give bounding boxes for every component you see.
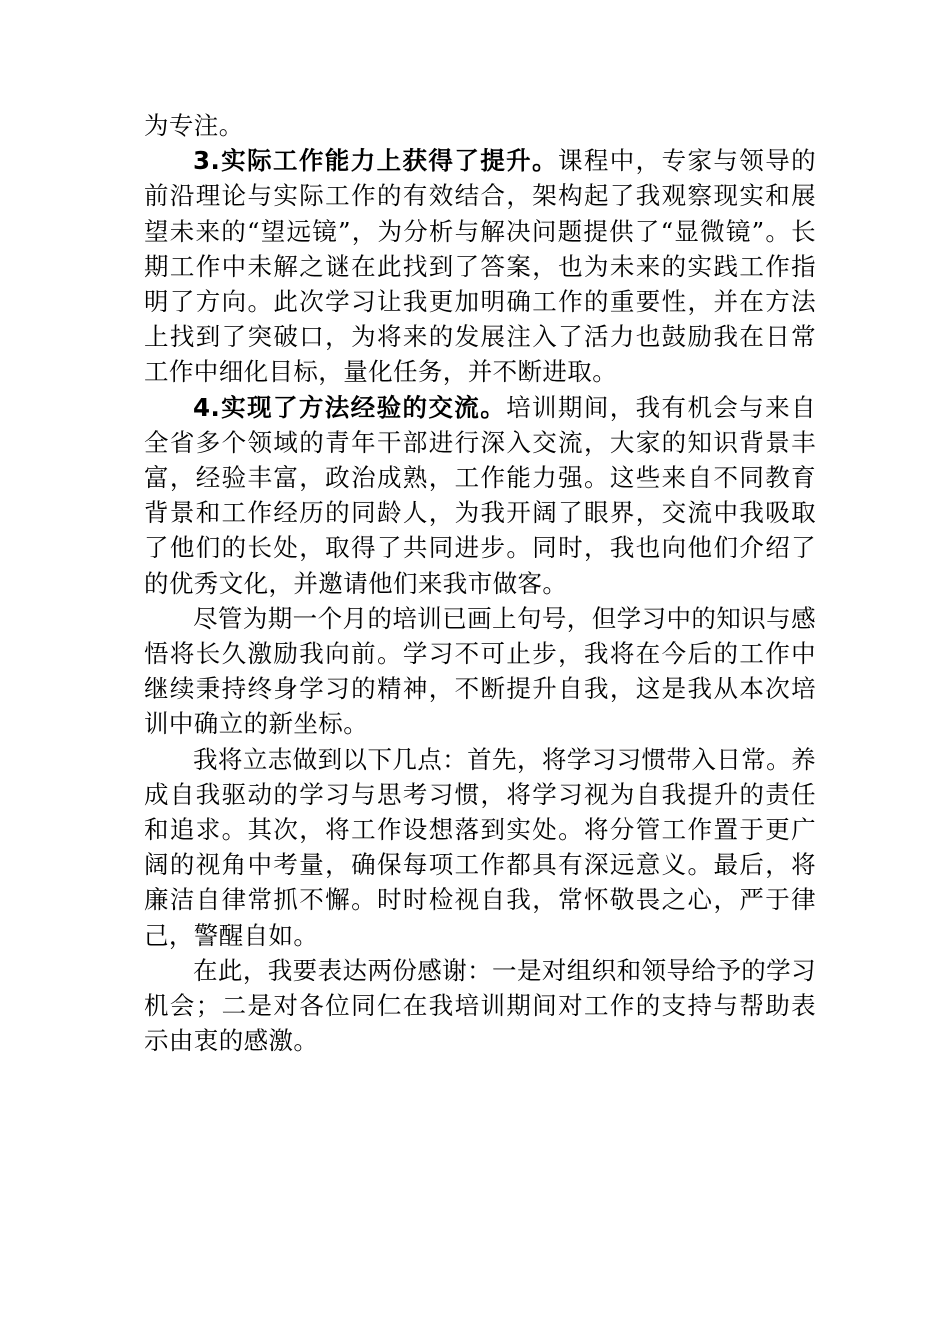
paragraph-text: 我将立志做到以下几点：首先，将学习习惯带入日常。养成自我驱动的学习与思考习惯，将学习视为自我提升的责任和追求。其次，将工作设想落到实处。将分管工作置于更广阔的视角中考量，确保每项工作都具有深远意义。最后，将廉洁自律常抓不懈。时时检视自我，常怀敬畏之心，严于律己，警醒自如。 [144, 744, 816, 950]
paragraph-text: 为专注。 [144, 111, 244, 140]
paragraph-text: 培训期间，我有机会与来自全省多个领域的青年干部进行深入交流，大家的知识背景丰富，经验丰富，政治成熟，工作能力强。这些来自不同教育背景和工作经历的同龄人，为我开阔了眼界，交流中我吸取了他们的长处，取得了共同进步。同时，我也向他们介绍了的优秀文化，并邀请他们来我市做客。 [144, 392, 816, 598]
section-heading: 3.实际工作能力上获得了提升。 [193, 146, 558, 176]
paragraph-conclusion [144, 601, 816, 742]
paragraph-experience-exchange [144, 390, 816, 601]
section-heading: 4.实现了方法经验的交流。 [193, 392, 507, 422]
document-body [144, 108, 816, 1058]
paragraph-text: 尽管为期一个月的培训已画上句号，但学习中的知识与感悟将长久激励我向前。学习不可止步，我将在今后的工作中继续秉持终身学习的精神，不断提升自我，这是我从本次培训中确立的新坐标。 [144, 603, 816, 739]
paragraph-text: 课程中，专家与领导的前沿理论与实际工作的有效结合，架构起了我观察现实和展望未来的“望远镜”，为分析与解决问题提供了“显微镜”。长期工作中未解之谜在此找到了答案，也为未来的实践工作指明了方向。此次学习让我更加明确工作的重要性，并在方法上找到了突破口，为将来的发展注入了活力也鼓励我在日常工作中细化目标，量化任务，并不断进取。 [144, 146, 817, 387]
paragraph-work-ability [144, 143, 816, 389]
paragraph-text: 在此，我要表达两份感谢：一是对组织和领导给予的学习机会；二是对各位同仁在我培训期间对工作的支持与帮助表示由衷的感激。 [144, 955, 816, 1056]
paragraph-thanks [144, 953, 816, 1059]
paragraph-continuation [144, 108, 816, 143]
paragraph-resolutions [144, 742, 816, 953]
